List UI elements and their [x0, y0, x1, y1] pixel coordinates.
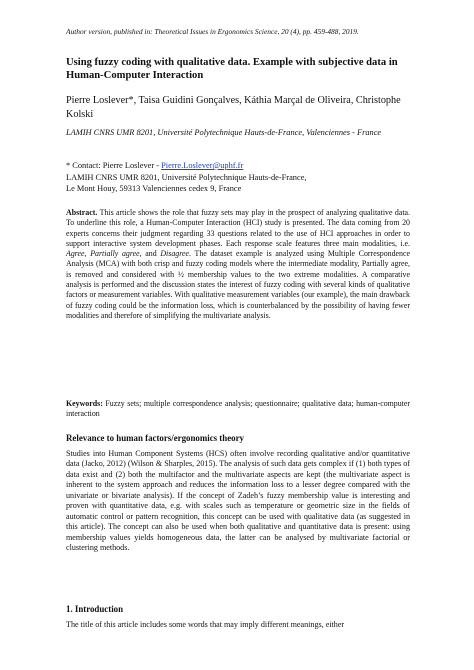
- contact-line-1: [66, 160, 410, 172]
- contact-line-2: LAMIH CNRS UMR 8201, Université Polytechnique Hauts-de-France,: [66, 172, 307, 182]
- modality-disagree: Disagree: [160, 249, 189, 259]
- abstract-text-2: . The dataset example is analyzed using Multiple Correspondence Analysis (MCA) with both crisp and fuzzy coding models where the intermediate modality, Partially agree, is removed and considered with ½ membership values to the two extreme modalities. A comparative analysis is performed and the discussion states the interest of fuzzy coding with several kinds of qualitative factors or measurement variables. With qualitative measurement variables (our example), the main drawback of fuzzy coding could be the information loss, which is counterbalanced by the possibility of having fewer modalities and therefore of simplifying the multivariate analysis.: [66, 249, 410, 320]
- abstract-label: Abstract.: [66, 208, 98, 217]
- contact-email-link[interactable]: Pierre.Loslever@uphf.fr: [161, 161, 244, 170]
- keywords-text: Fuzzy sets; multiple correspondence analysis; questionnaire; qualitative data; human-computer interaction: [66, 399, 410, 419]
- modality-partially-agree: Partially agree: [90, 249, 140, 259]
- author-list: Pierre Loslever*, Taisa Guidini Gonçalves, Káthia Marçal de Oliveira, Christophe Kolski: [66, 95, 401, 120]
- contact-prefix: * Contact: Pierre Loslever -: [66, 161, 162, 170]
- introduction-heading: 1. Introduction: [66, 604, 124, 614]
- introduction-paragraph: The title of this article includes some words that may imply different meanings, either: [66, 620, 345, 629]
- modality-agree: Agree: [66, 249, 85, 259]
- abstract-sep-1: ,: [84, 249, 91, 259]
- abstract-text-1: This article shows the role that fuzzy sets may play in the prospect of analyzing qualitative data. To underline this role, a Human-Computer Interaction (HCI) study is presented. The data coming from 20 experts concerns their judgment regarding 33 questions related to the use of HCI approaches in order to support interactive system development phases. Each response scale features three main modalities, i.e.: [66, 208, 410, 248]
- relevance-paragraph: Studies into Human Component Systems (HCS) often involve recording qualitative and/or quantitative data (Jacko, 2012) (Wilson & Sharples, 2015). The analysis of such data gets complex if (1) both types of data exist and (2) both the multifactor and the multivariate aspects are kept (the multivariate aspect is inherent to the system approach and reduces the information loss to a lesser degree compared with the univariate or bivariate analysis). If the concept of Zadeh’s fuzzy membership value is interesting and proven with quantitative data, e.g. with scales such as temperature or geometric size in the fields of automatic control or pattern recognition, this concept can be used with qualitative data (as suggested in this article). The concept can also be used when both qualitative and quantitative data is present: using membership values yields homogeneous data, the latter can be analysed by multivariate factorial or clustering methods.: [66, 449, 410, 553]
- paper-title: Using fuzzy coding with qualitative data. Example with subjective data in Human-Computer Interaction: [66, 57, 398, 81]
- author-affiliation: LAMIH CNRS UMR 8201, Université Polytechnique Hauts-de-France, Valenciennes - France: [66, 128, 382, 137]
- abstract-sep-2: , and: [139, 249, 161, 259]
- abstract: [66, 208, 410, 321]
- contact-line-3: Le Mont Houy, 59313 Valenciennes cedex 9, France: [66, 184, 242, 193]
- relevance-heading: Relevance to human factors/ergonomics theory: [66, 433, 244, 443]
- keywords-label: Keywords:: [66, 399, 103, 408]
- publication-note: Author version, published in: Theoretical Issues in Ergonomics Science, 20 (4), pp. 459-488, 2019.: [66, 27, 359, 36]
- contact-block: [66, 160, 410, 195]
- keywords: [66, 399, 410, 420]
